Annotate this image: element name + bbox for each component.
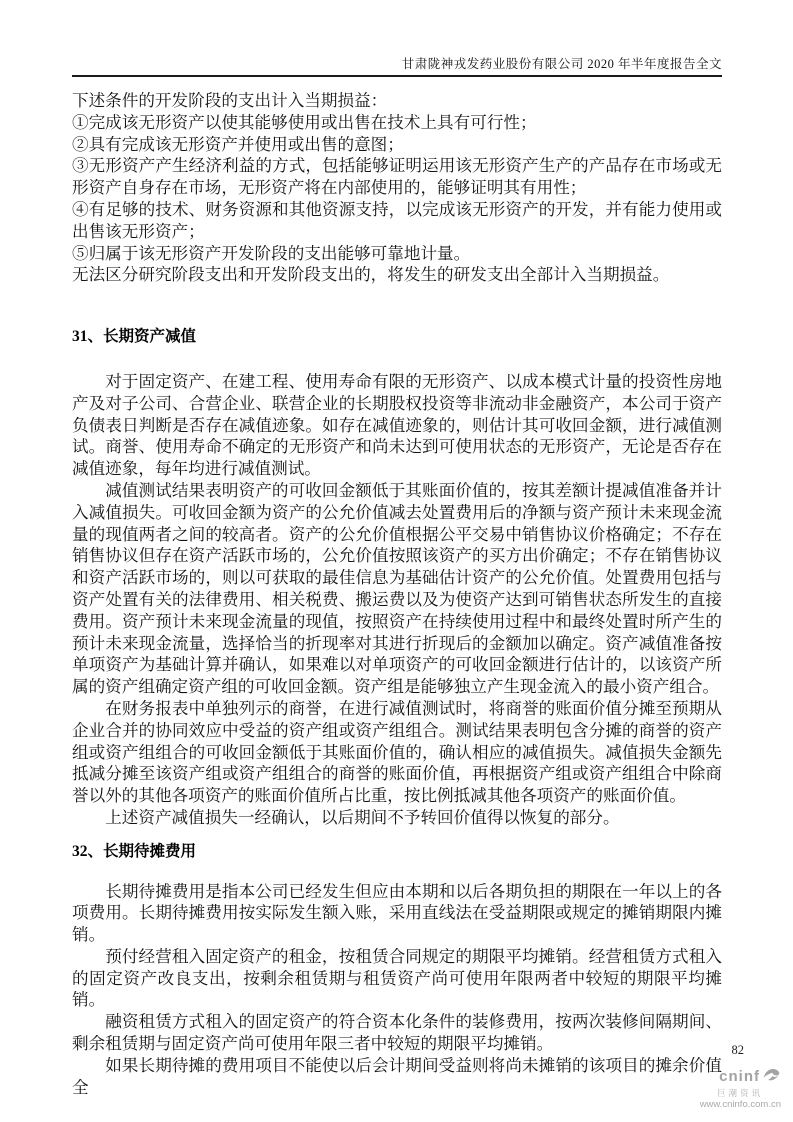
section-31-paragraph-3: 在财务报表中单独列示的商誉，在进行减值测试时，将商誉的账面价值分摊至预期从企业合并的协同效应中受益的资产组或资产组组合。测试结果表明包含分摊的商誉的资产组或资产组组合的可收回金额低于其账面价值的，确认相应的减值损失。减值损失金额先抵减分摊至该资产组或资产组组合的商誉的账面价值，再根据资产组或资产组组合中除商誉以外的其他各项资产的账面价值所占比重，按比例抵减其他各项资产的账面价值。 xyxy=(72,698,722,806)
intro-list-item-3: ③无形资产产生经济利益的方式，包括能够证明运用该无形资产生产的产品存在市场或无形资产自身存在市场，无形资产将在内部使用的，能够证明其有用性； xyxy=(72,156,722,198)
document-body xyxy=(72,90,722,1098)
section-32-paragraph-2: 预付经营租入固定资产的租金，按租赁合同规定的期限平均摊销。经营租赁方式租入的固定资产改良支出，按剩余租赁期与租赁资产尚可使用年限两者中较短的期限平均摊销。 xyxy=(72,946,722,1010)
section-31-body xyxy=(72,371,722,829)
page-number: 82 xyxy=(731,1043,744,1057)
section-32-body xyxy=(72,881,722,1099)
section-31-paragraph-4: 上述资产减值损失一经确认，以后期间不予转回价值得以恢复的部分。 xyxy=(105,807,620,827)
section-32-heading: 32、长期待摊费用 xyxy=(72,842,197,860)
cninfo-brand-row xyxy=(700,1066,781,1088)
section-32-paragraph-3: 融资租赁方式租入的固定资产的符合资本化条件的装修费用，按两次装修间隔期间、剩余租赁期与固定资产尚可使用年限三者中较短的期限平均摊销。 xyxy=(72,1012,722,1054)
intro-list-item-1: ①完成该无形资产以使其能够使用或出售在技术上具有可行性； xyxy=(72,112,537,132)
intro-closing-line: 无法区分研究阶段支出和开发阶段支出的，将发生的研发支出全部计入当期损益。 xyxy=(72,265,670,285)
section-31-paragraph-2: 减值测试结果表明资产的可收回金额低于其账面价值的，按其差额计提减值准备并计入减值损失。可收回金额为资产的公允价值减去处置费用后的净额与资产预计未来现金流量的现值两者之间的较高者。资产的公允价值根据公平交易中销售协议价格确定；不存在销售协议但存在资产活跃市场的，公允价值按照该资产的买方出价确定；不存在销售协议和资产活跃市场的，则以可获取的最佳信息为基础估计资产的公允价值。处置费用包括与资产处置有关的法律费用、相关税费、搬运费以及为使资产达到可销售状态所发生的直接费用。资产预计未来现金流量的现值，按照资产在持续使用过程中和最终处置时所产生的预计未来现金流量，选择恰当的折现率对其进行折现后的金额加以确定。资产减值准备按单项资产为基础计算并确认，如果难以对单项资产的可收回金额进行估计的，以该资产所属的资产组确定资产组的可收回金额。资产组是能够独立产生现金流入的最小资产组合。 xyxy=(72,480,722,697)
intro-list-item-2: ②具有完成该无形资产并使用或出售的意图； xyxy=(72,134,404,154)
intro-list-item-5: ⑤归属于该无形资产开发阶段的支出能够可靠地计量。 xyxy=(72,243,471,263)
intro-list-item-4: ④有足够的技术、财务资源和其他资源支持，以完成该无形资产的开发，并有能力使用或出售该无形资产； xyxy=(72,199,722,241)
section-32-paragraph-4: 如果长期待摊的费用项目不能使以后会计期间受益则将尚未摊销的该项目的摊余价值全 xyxy=(72,1055,722,1097)
intro-line: 下述条件的开发阶段的支出计入当期损益： xyxy=(72,91,388,110)
header-divider xyxy=(72,75,722,77)
section-31-heading: 31、长期资产减值 xyxy=(72,328,197,346)
cninfo-url: www.cninfo.com.cn xyxy=(699,1099,781,1111)
section-31-paragraph-1: 对于固定资产、在建工程、使用寿命有限的无形资产、以成本模式计量的投资性房地产及对子公司、合营企业、联营企业的长期股权投资等非流动非金融资产，本公司于资产负债表日判断是否存在减值迹象。如存在减值迹象的，则估计其可收回金额，进行减值测试。商誉、使用寿命不确定的无形资产和尚未达到可使用状态的无形资产，无论是否存在减值迹象，每年均进行减值测试。 xyxy=(72,371,722,479)
cninfo-logo-swirl-icon xyxy=(762,1066,781,1088)
cninfo-chinese-name: 巨潮资讯 xyxy=(716,1088,763,1099)
cninfo-watermark xyxy=(700,1066,781,1111)
report-header-title: 甘肃陇神戎发药业股份有限公司 2020 年半年度报告全文 xyxy=(401,57,722,71)
intro-block xyxy=(72,90,722,286)
section-32-paragraph-1: 长期待摊费用是指本公司已经发生但应由本期和以后各期负担的期限在一年以上的各项费用。长期待摊费用按实际发生额入账，采用直线法在受益期限或规定的摊销期限内摊销。 xyxy=(72,881,722,945)
cninfo-brand-text: cninf xyxy=(719,1068,760,1086)
